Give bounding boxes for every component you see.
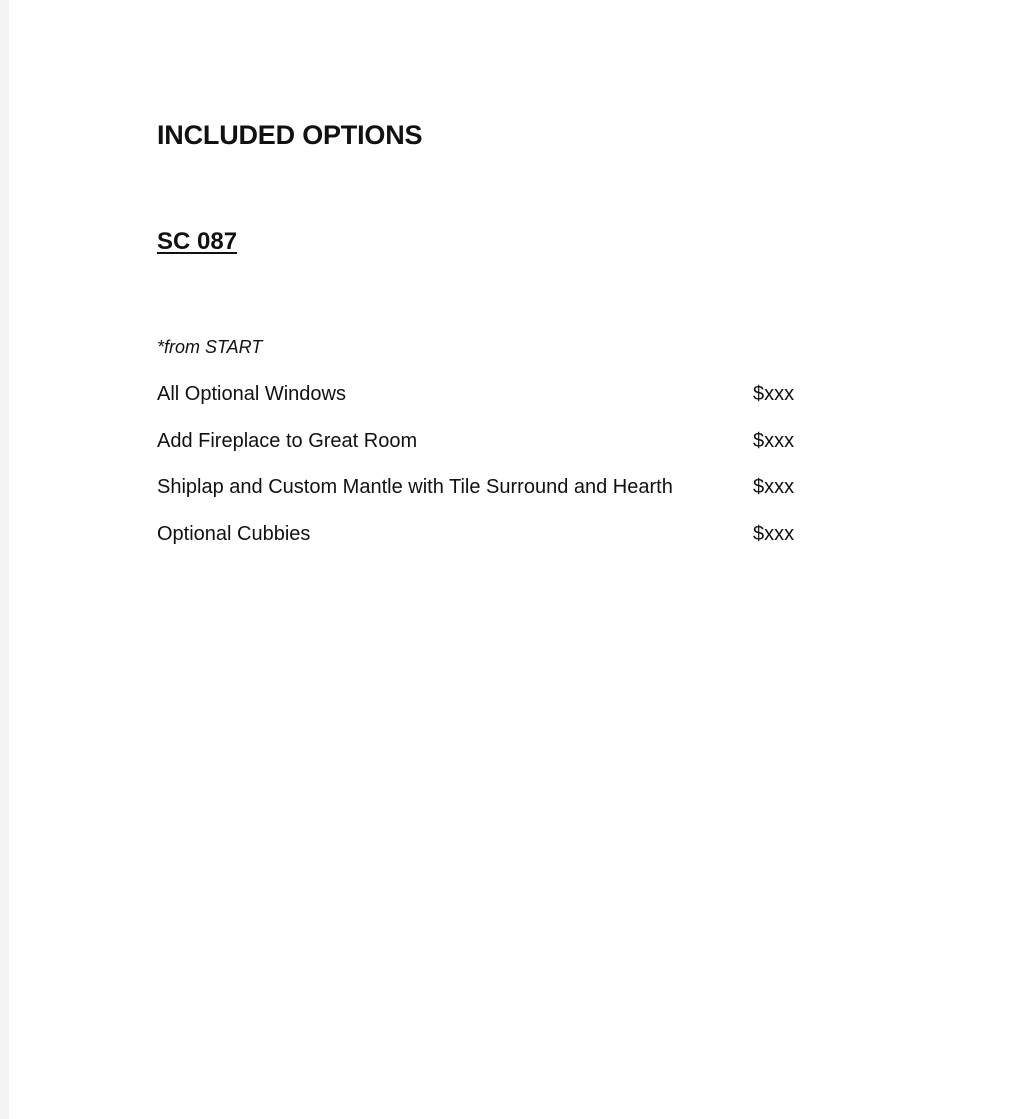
- option-row: [157, 519, 857, 566]
- option-row: [157, 426, 857, 473]
- option-price: $xxx: [753, 429, 795, 452]
- options-list: [157, 379, 857, 565]
- document-title: INCLUDED OPTIONS: [157, 120, 423, 150]
- option-name: Shiplap and Custom Mantle with Tile Surround and Hearth: [157, 476, 673, 498]
- document-page: [9, 0, 1010, 1119]
- option-price: $xxx: [753, 383, 795, 405]
- option-name: Add Fireplace to Great Room: [157, 429, 418, 452]
- option-name: Optional Cubbies: [157, 522, 311, 545]
- option-row: [157, 472, 857, 519]
- option-price: $xxx: [753, 522, 795, 545]
- option-name: All Optional Windows: [157, 383, 346, 405]
- option-row: [157, 379, 857, 426]
- section-code: SC 087: [157, 228, 238, 255]
- option-price: $xxx: [753, 476, 795, 498]
- start-note: *from START: [157, 337, 263, 357]
